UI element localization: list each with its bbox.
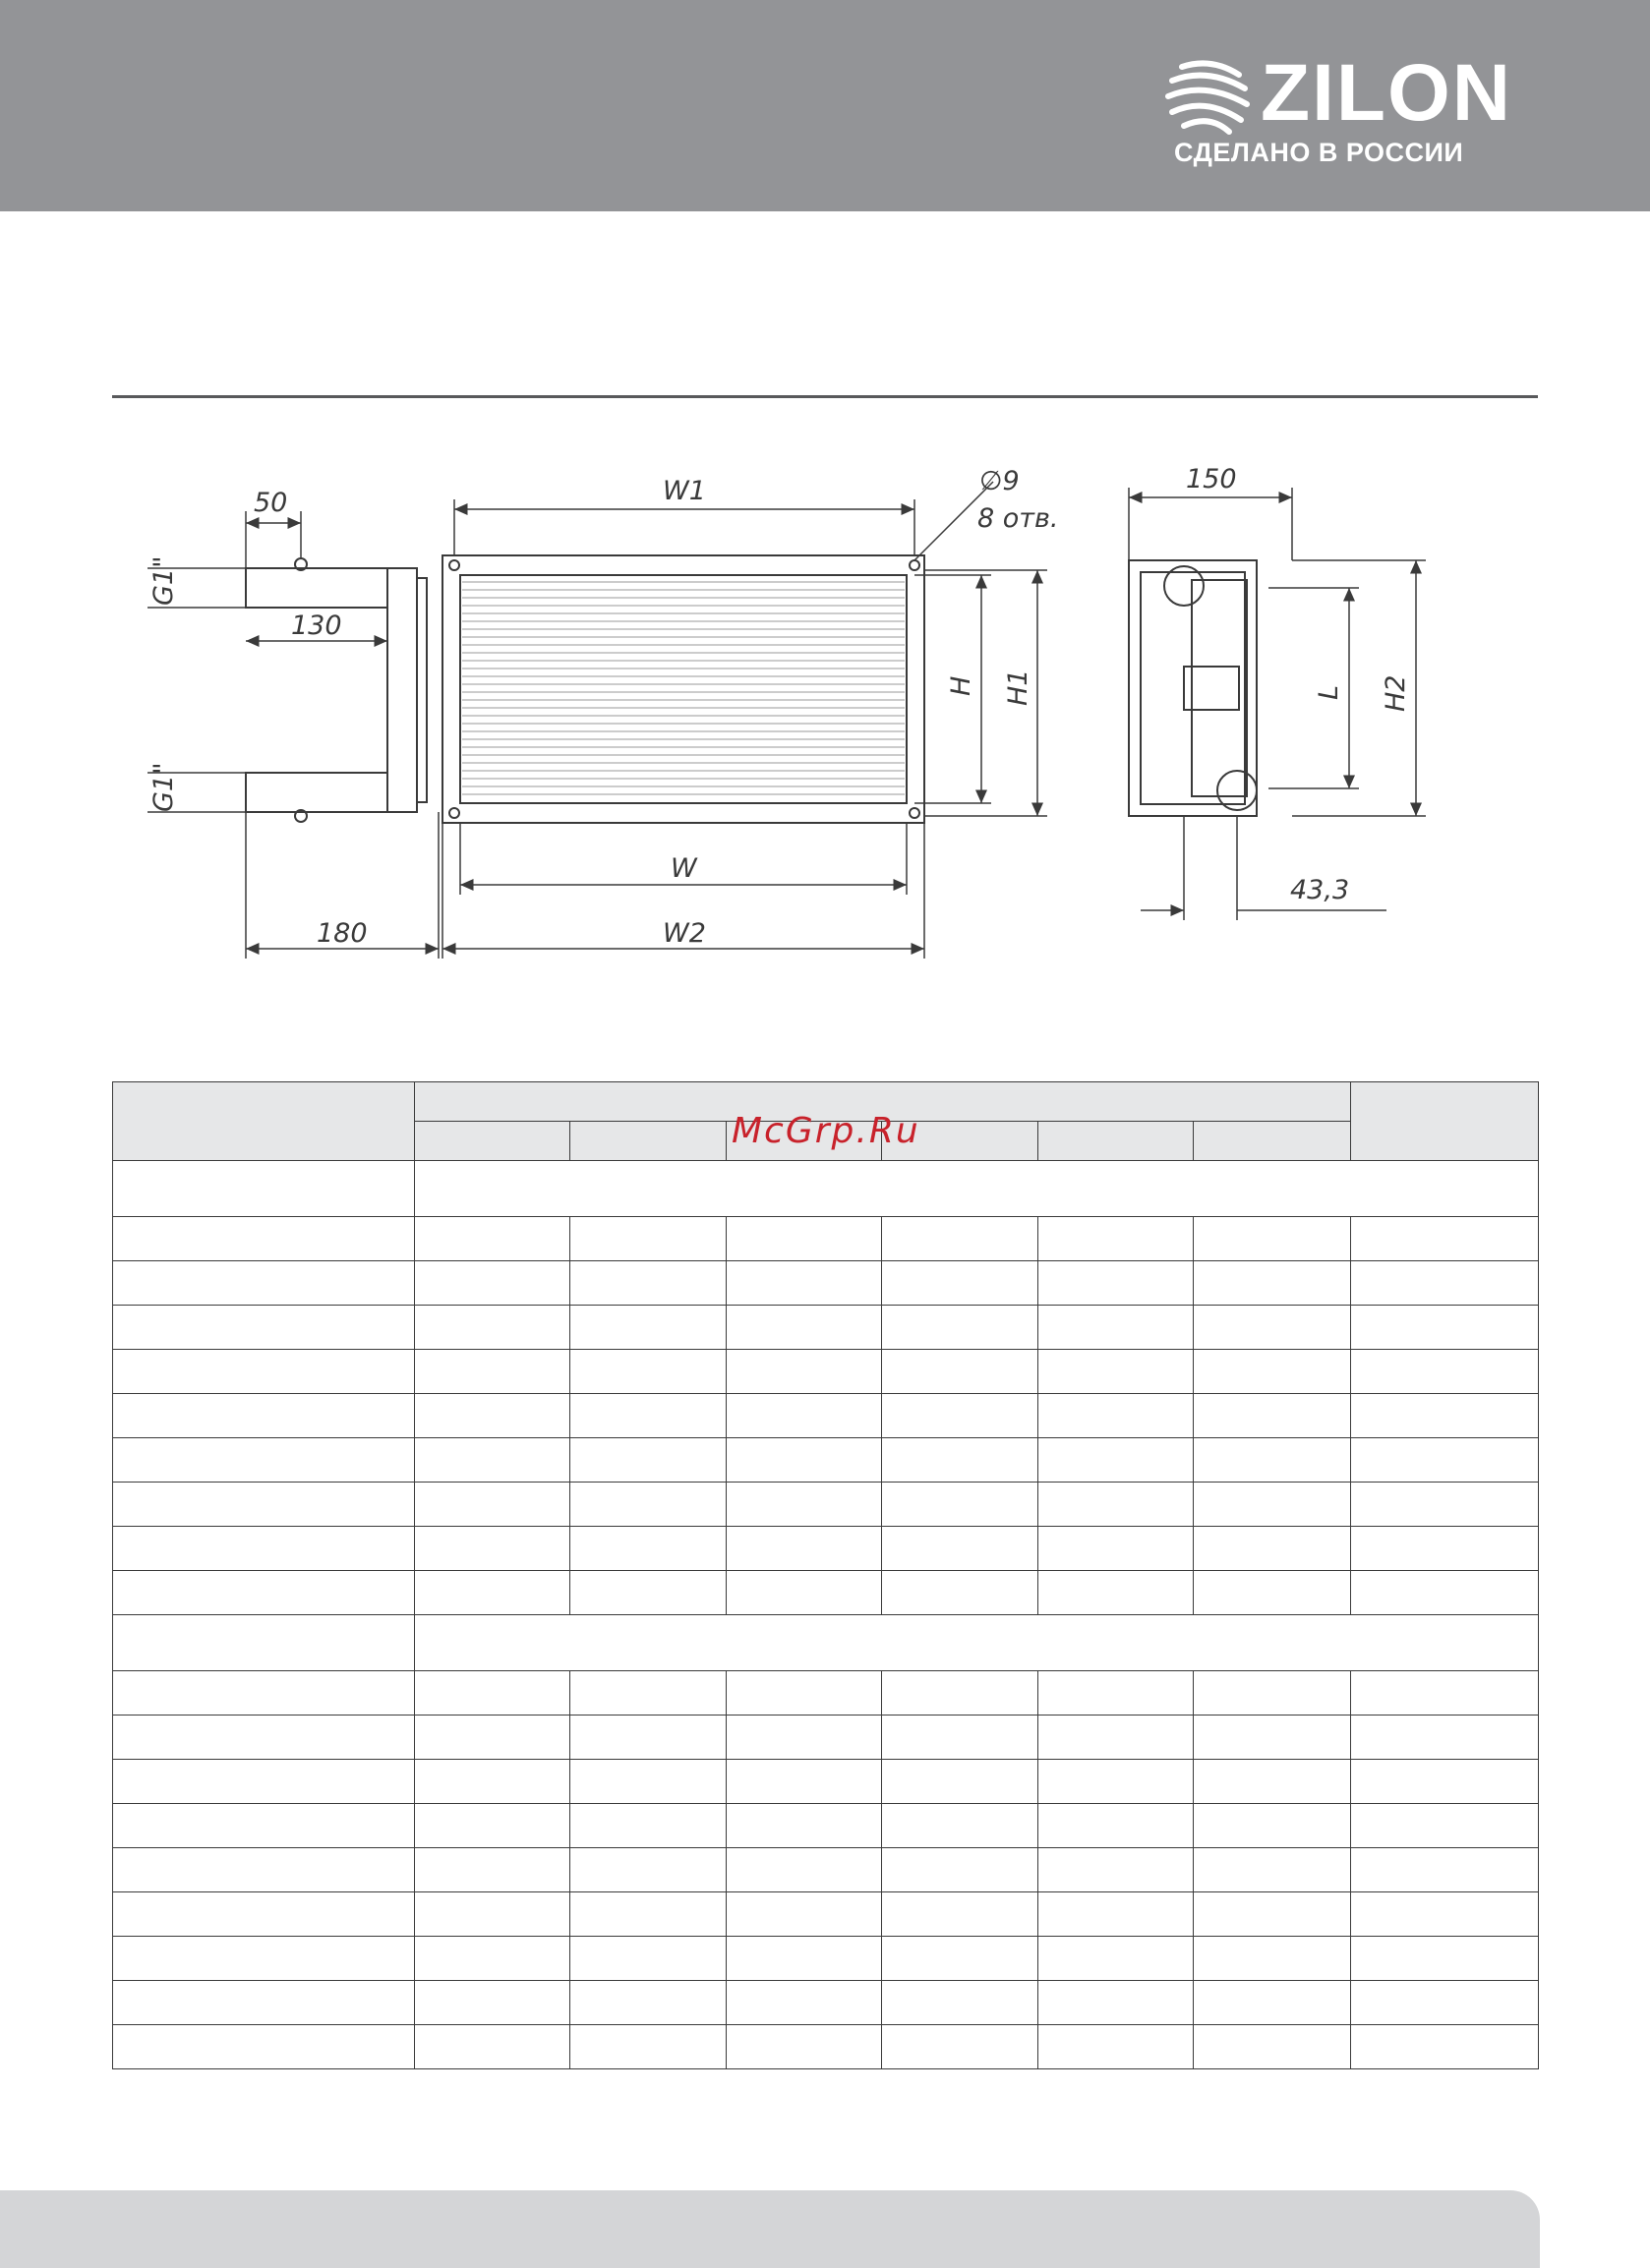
dim-g1-top: G1" <box>148 555 179 606</box>
table-row <box>113 1848 1539 1892</box>
model-col <box>570 1122 727 1161</box>
table-row <box>113 1261 1539 1306</box>
model-col <box>1038 1122 1194 1161</box>
table-header-unit <box>1351 1082 1539 1161</box>
coil-core <box>460 575 907 803</box>
dim-g1-bottom: G1" <box>148 762 179 812</box>
brand-name: ZILON <box>1261 48 1512 138</box>
dim-h2: H2 <box>1381 674 1411 712</box>
table-row <box>113 1394 1539 1438</box>
dim-150: 150 <box>1186 464 1237 494</box>
table-row <box>113 1571 1539 1615</box>
brand-logo <box>1162 49 1546 172</box>
dim-w: W <box>671 853 697 884</box>
dim-hole-diameter: ∅9 <box>979 466 1020 496</box>
dim-43-3: 43,3 <box>1290 875 1350 905</box>
table-row <box>113 2025 1539 2069</box>
table-row <box>113 1483 1539 1527</box>
dim-h1: H1 <box>1003 669 1033 706</box>
table-row <box>113 1804 1539 1848</box>
table-section-row <box>113 1615 1539 1671</box>
table-row <box>113 1350 1539 1394</box>
table-section-row <box>113 1161 1539 1217</box>
table-row <box>113 1981 1539 2025</box>
pipe-top <box>246 568 387 608</box>
dim-50: 50 <box>254 488 288 518</box>
model-col <box>415 1122 570 1161</box>
section-divider <box>112 395 1538 398</box>
table-row <box>113 1438 1539 1483</box>
pipe-bottom <box>246 773 387 812</box>
table-row <box>113 1306 1539 1350</box>
footer-band <box>0 2190 1540 2268</box>
dim-130: 130 <box>291 611 342 641</box>
watermark: McGrp.Ru <box>732 1111 920 1151</box>
dim-180: 180 <box>317 918 368 949</box>
technical-drawing <box>147 433 1465 983</box>
table-row <box>113 1760 1539 1804</box>
model-col <box>1194 1122 1351 1161</box>
dim-h: H <box>946 675 976 696</box>
brand-tagline: СДЕЛАНО В РОССИИ <box>1174 138 1464 167</box>
dim-w2: W2 <box>663 918 706 949</box>
dim-hole-count: 8 отв. <box>977 503 1059 534</box>
table-row <box>113 1671 1539 1716</box>
table-header-param <box>113 1082 415 1161</box>
spec-table <box>112 1081 1539 2069</box>
table-row <box>113 1937 1539 1981</box>
globe-icon <box>1162 49 1253 140</box>
table-row <box>113 1527 1539 1571</box>
table-row <box>113 1716 1539 1760</box>
dim-w1: W1 <box>663 476 706 506</box>
frame-outer <box>442 555 924 823</box>
header-band <box>0 0 1650 211</box>
dim-l: L <box>1314 684 1344 700</box>
table-row <box>113 1892 1539 1937</box>
table-row <box>113 1217 1539 1261</box>
